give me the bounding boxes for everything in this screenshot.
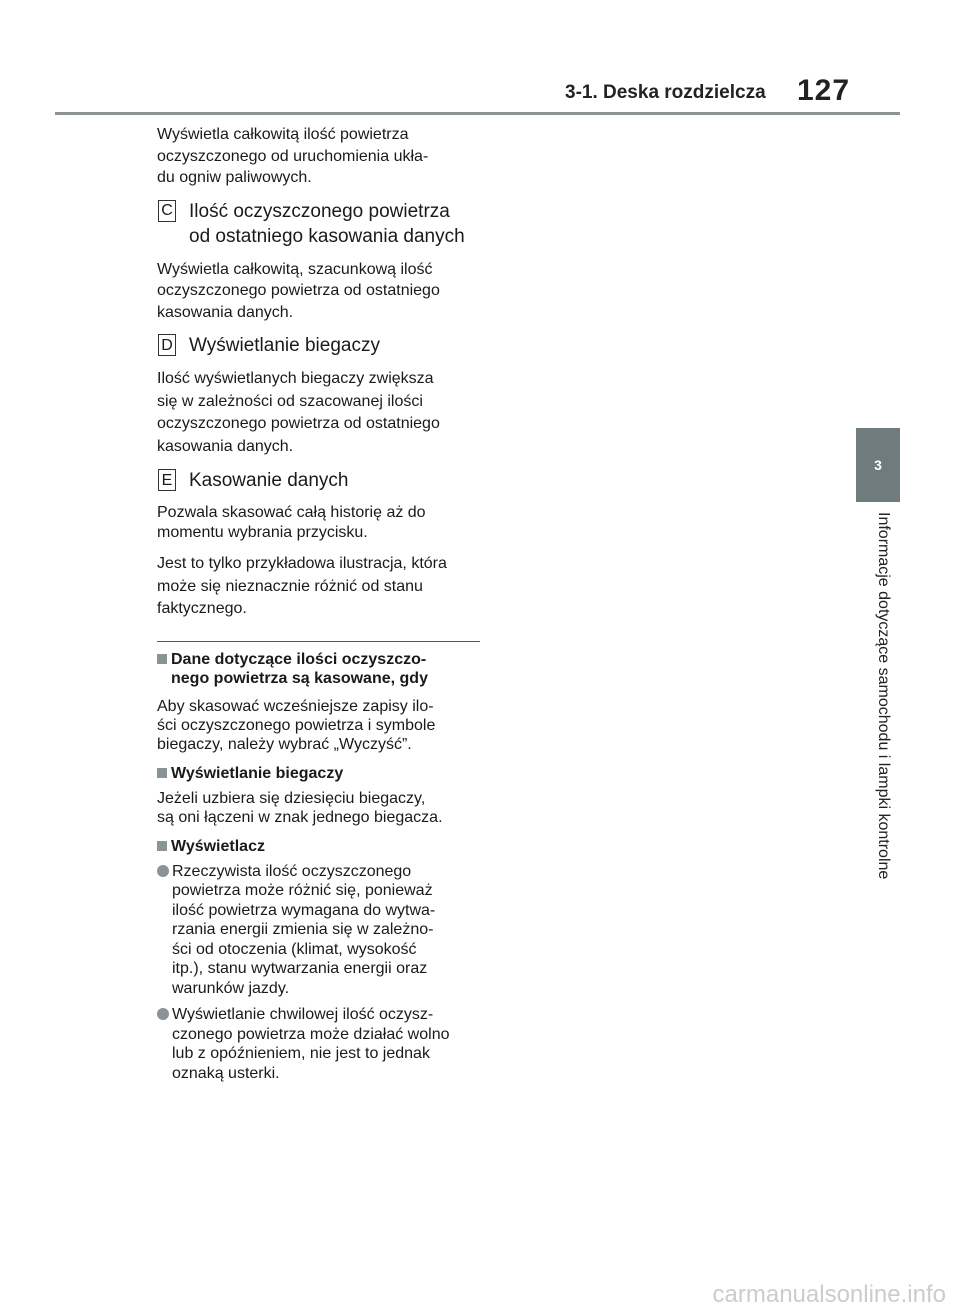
list-item: [157, 862, 482, 999]
chapter-number: 3: [874, 457, 882, 473]
item-e-title: Kasowanie danych: [189, 470, 349, 491]
item-d-title: Wyświetlanie biegaczy: [189, 335, 380, 356]
main-content: [157, 124, 482, 1090]
note1-text: Aby skasować wcześniejsze zapisy ilo- ści oczyszczonego powietrza i symbole biegaczy, należy wybrać „Wyczyść”.: [157, 697, 436, 753]
letter-c-badge: C: [158, 200, 176, 222]
section-divider: [157, 641, 480, 642]
watermark: carmanualsonline.info: [712, 1281, 946, 1308]
header-rule: [55, 112, 900, 115]
item-e-text: Pozwala skasować całą historię aż do momentu wybrania przycisku.: [157, 504, 426, 541]
list-item-text: Wyświetlanie chwilowej ilość oczysz- czonego powietrza może działać wolno lub z opóźnieniem, nie jest to jednak oznaką usterki.: [172, 1006, 450, 1082]
intro-text: Wyświetla całkowitą ilość powietrza oczyszczonego od uruchomienia ukła- du ogniw paliwowych.: [157, 126, 429, 186]
square-bullet-icon: [157, 654, 167, 664]
chapter-label: Informacje dotyczące samochodu i lampki kontrolne: [875, 512, 892, 880]
square-bullet-icon: [157, 768, 167, 778]
round-bullet-icon: [157, 1008, 169, 1020]
letter-e-badge: E: [158, 469, 176, 491]
note3-title: Wyświetlacz: [171, 837, 265, 855]
note2-heading: [157, 764, 482, 783]
round-bullet-icon: [157, 865, 169, 877]
note1-heading: [157, 650, 482, 688]
chapter-tab: [856, 428, 900, 502]
note2-title: Wyświetlanie biegaczy: [171, 764, 344, 782]
note1-title: Dane dotyczące ilości oczyszczo- nego powietrza są kasowane, gdy: [171, 650, 428, 687]
page-number: 127: [797, 74, 851, 107]
note3-heading: [157, 837, 482, 856]
item-c-text: Wyświetla całkowitą, szacunkową ilość oczyszczonego powietrza od ostatniego kasowania danych.: [157, 260, 440, 321]
list-item: [157, 1005, 482, 1083]
item-c-heading: [157, 199, 482, 249]
item-e-heading: [157, 468, 482, 493]
item-c-title: Ilość oczyszczonego powietrza od ostatniego kasowania danych: [189, 200, 465, 247]
square-bullet-icon: [157, 841, 167, 851]
section-title: 3-1. Deska rozdzielcza: [565, 82, 766, 103]
illustration-note: Jest to tylko przykładowa ilustracja, która może się nieznacznie różnić od stanu faktycznego.: [157, 555, 447, 617]
item-d-heading: [157, 333, 482, 358]
list-item-text: Rzeczywista ilość oczyszczonego powietrza może różnić się, ponieważ ilość powietrza wymagana do wytwa- rzania energii zmienia się w zależno- ści od otoczenia (klimat, wysokość itp.), stanu wytwarzania energii oraz warunków jazdy.: [172, 862, 436, 997]
note2-text: Jeżeli uzbiera się dziesięciu biegaczy, są oni łączeni w znak jednego biegacza.: [157, 789, 443, 826]
letter-d-badge: D: [158, 334, 176, 356]
item-d-text: Ilość wyświetlanych biegaczy zwiększa się w zależności od szacowanej ilości oczyszczonego powietrza od ostatniego kasowania danych.: [157, 370, 440, 455]
